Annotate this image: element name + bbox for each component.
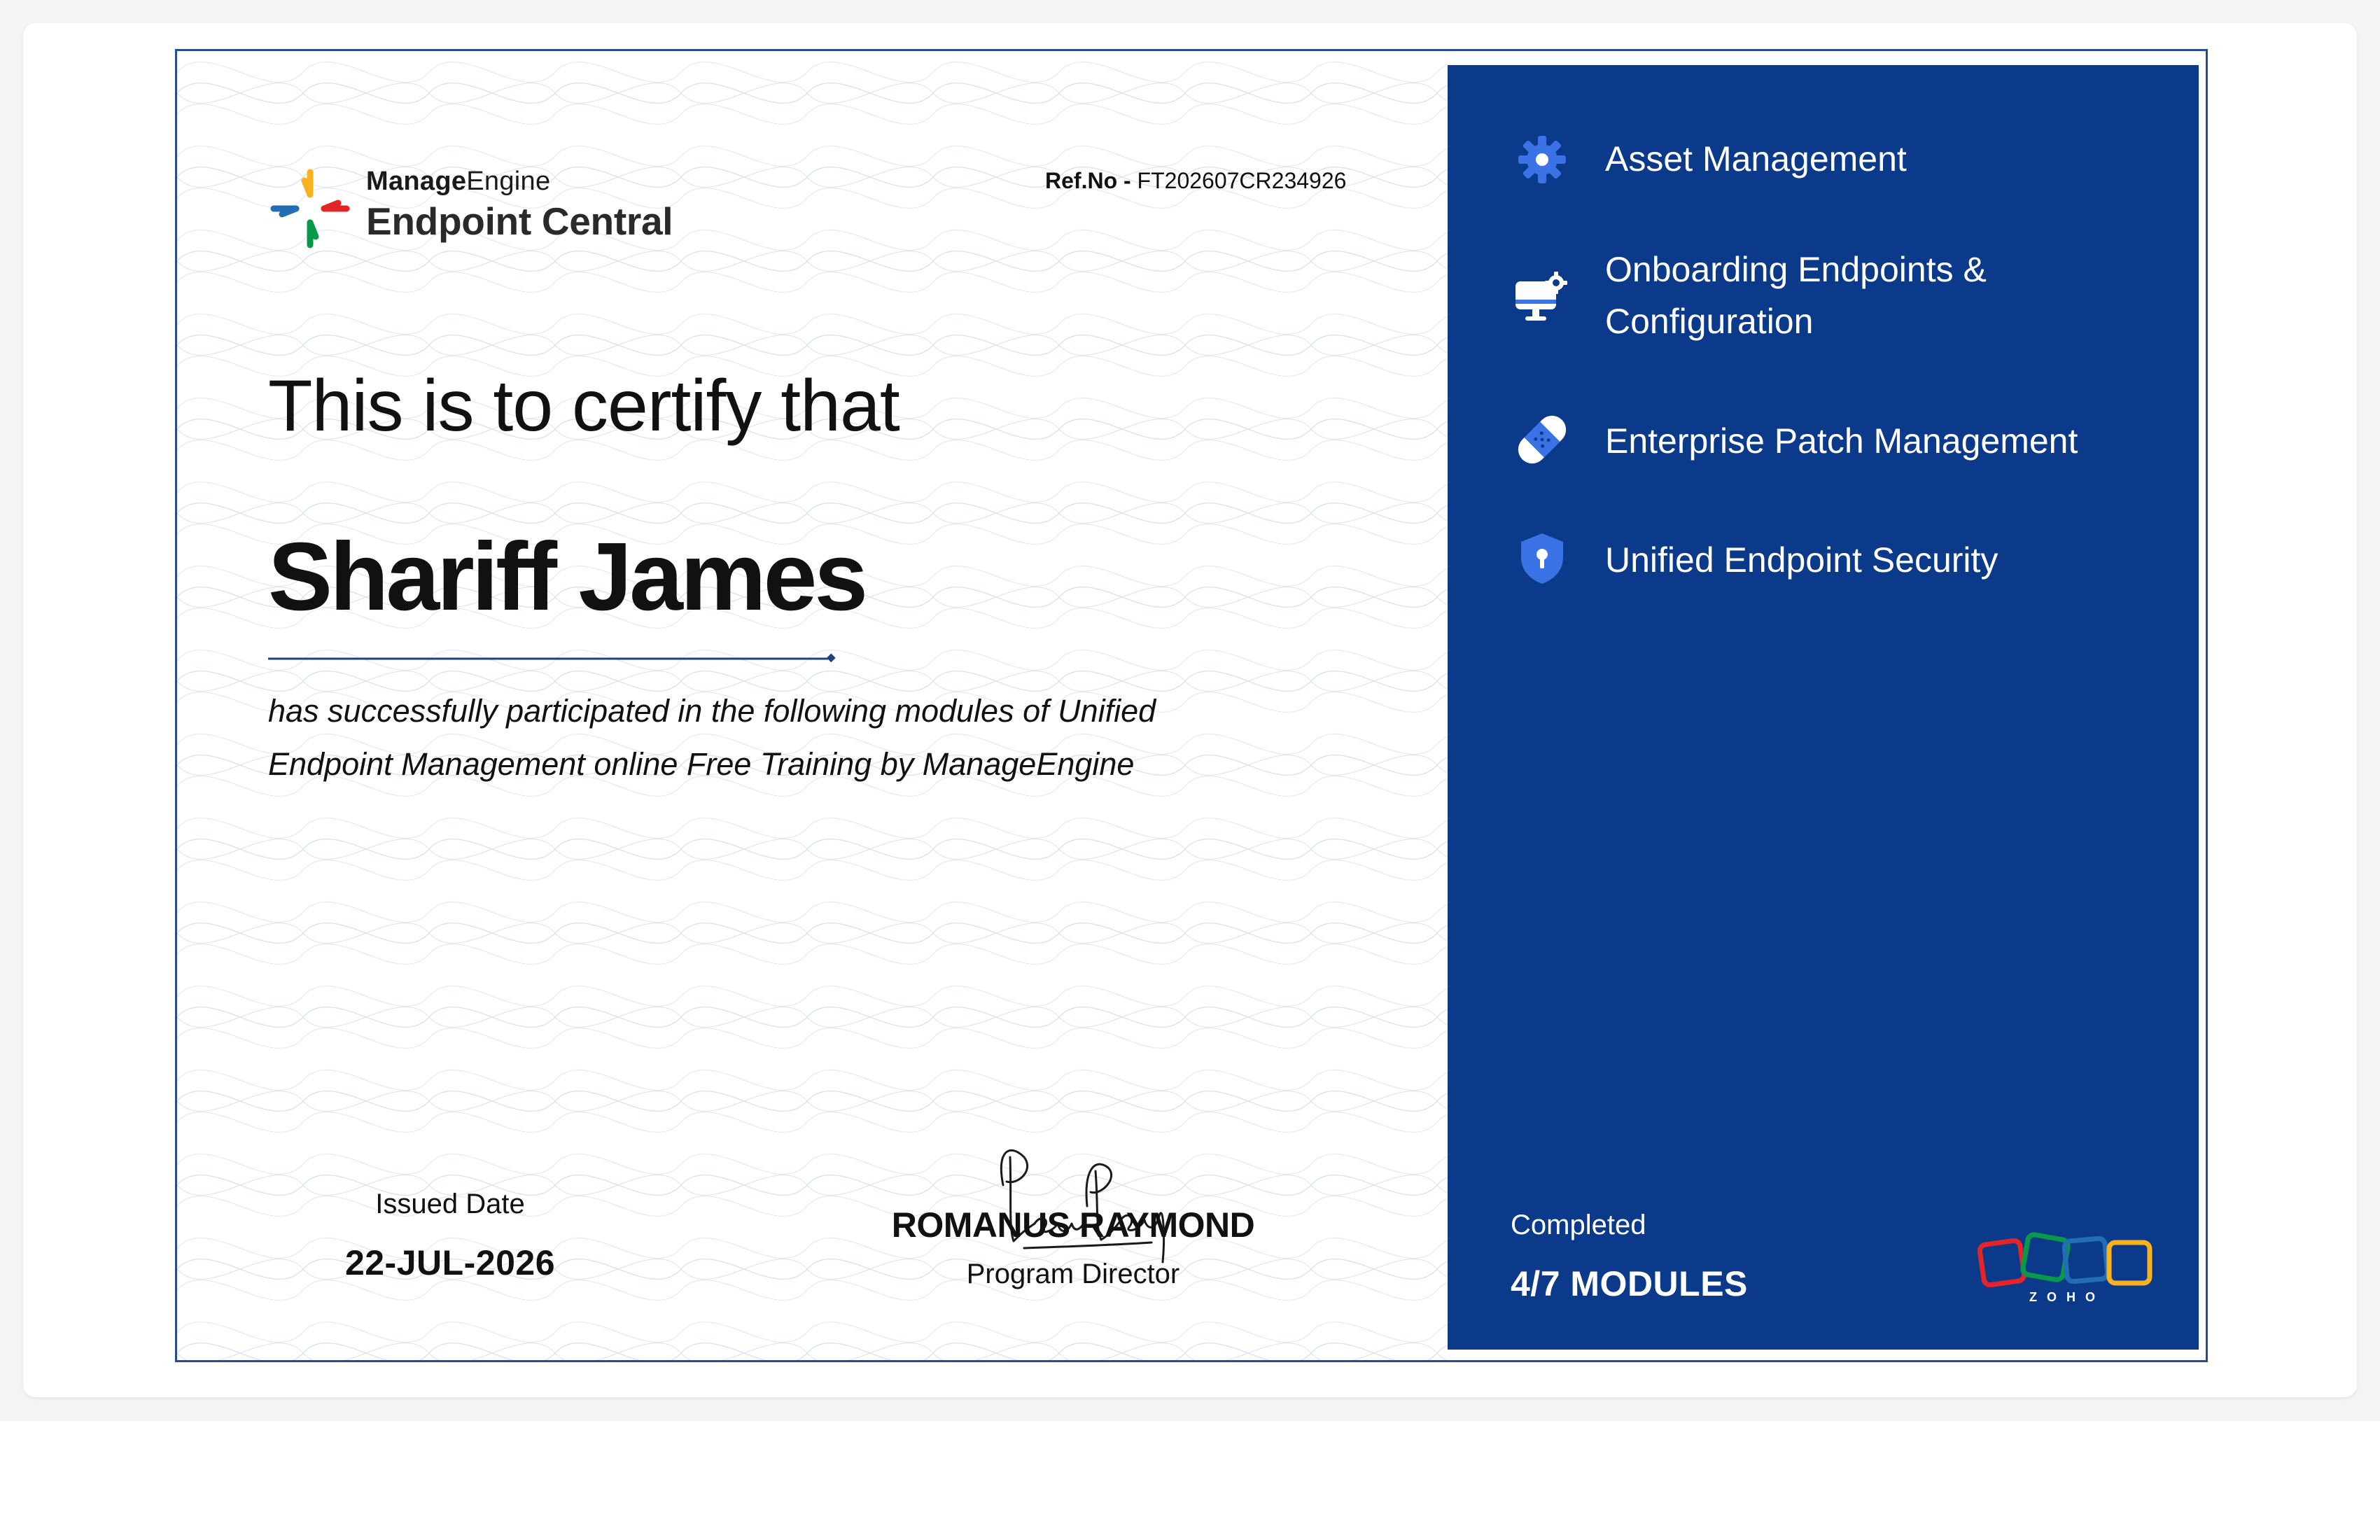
reference-label: Ref.No - [1045,168,1138,193]
module-label: Asset Management [1605,139,1907,178]
module-label: Onboarding Endpoints & Configuration [1605,250,1987,341]
issued-date-value: 22-JUL-2026 [344,1243,556,1282]
recipient-name: Shariff James [268,523,866,631]
signatory-name: ROMANUS RAYMOND [891,1205,1255,1245]
shield-lock-icon [1514,531,1570,587]
signatory-title: Program Director [966,1259,1180,1289]
certificate-description: has successfully participated in the following modules of Unified Endpoint Management online Free Training by ManageEngine [268,693,1156,782]
zoho-wordmark: ZOHO [2029,1290,2105,1304]
endpoint-central-logo [268,167,688,258]
module-label: Enterprise Patch Management [1605,421,2078,461]
manageengine-mark-icon [268,167,352,251]
completed-value: 4/7 MODULES [1511,1264,1748,1303]
certificate [175,49,2208,1362]
bandage-icon [1514,412,1570,468]
product-name: Endpoint Central [366,200,673,243]
certify-heading: This is to certify that [268,365,899,447]
issued-date-label: Issued Date [375,1189,525,1219]
reference-value: FT202607CR234926 [1137,168,1347,193]
gear-icon [1514,132,1570,188]
module-label: Unified Endpoint Security [1605,540,1998,580]
certificate-body [177,51,1451,1362]
completed-label: Completed [1511,1210,1646,1240]
name-underline [268,652,839,666]
reference-number [1045,168,1353,194]
modules-panel [1448,65,2199,1350]
monitor-gear-icon [1514,272,1570,328]
brand-name: ManageEngine [366,167,551,196]
